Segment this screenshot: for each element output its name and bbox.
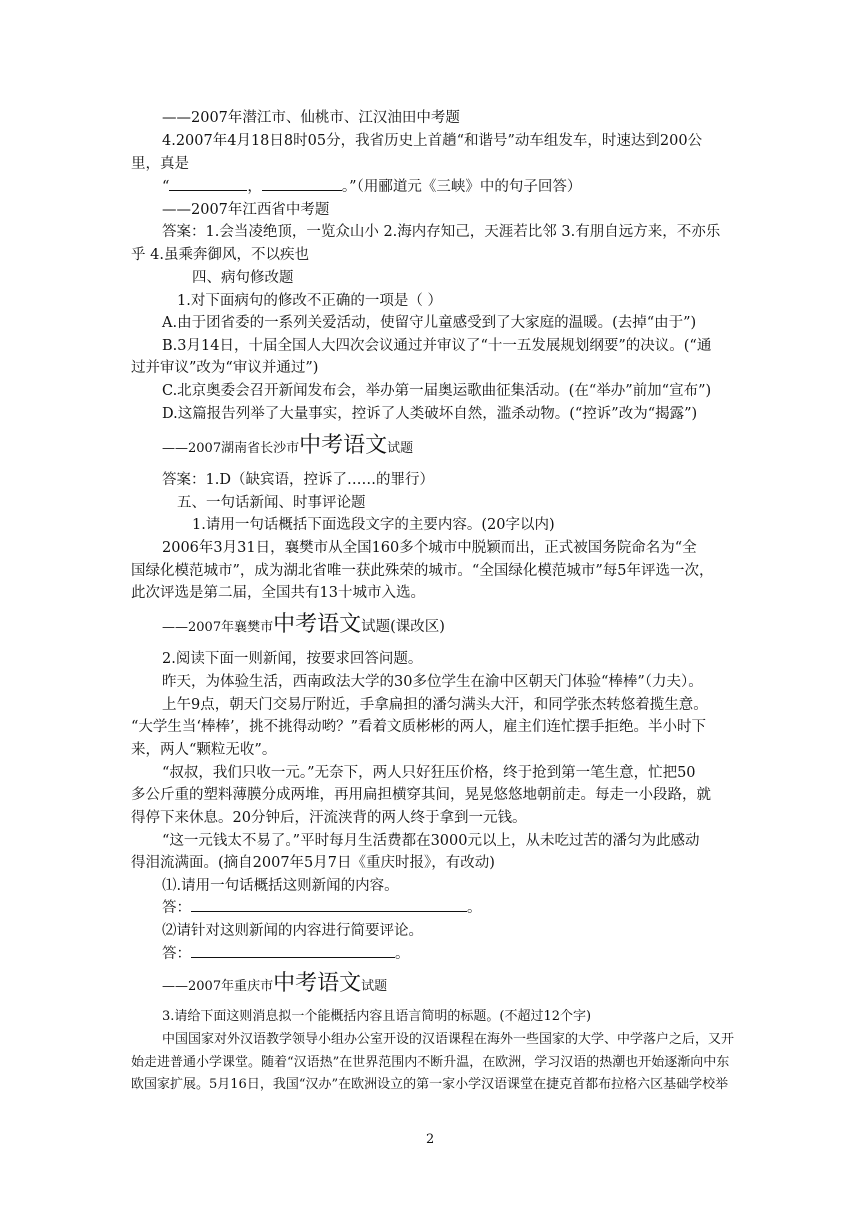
source-suffix: 试题 — [387, 441, 414, 456]
answer-line-1: 答案：1.会当凌绝顶，一览众山小 2.海内存知己，天涯若比邻 3.有朋自远方来，不亦乐 — [162, 224, 721, 240]
option-b-cont: 过并审议”改为“审议并通过”) — [131, 360, 319, 376]
message-para-2: 始走进普通小学课堂。随着“汉语热”在世界范围内不断升温，在欧洲，学习汉语的热潮也开始逐渐向中东 — [131, 1055, 730, 1070]
passage-xiangfan-3: 此次评选是第二届，全国共有13十城市入选。 — [131, 585, 425, 601]
news-para-1: 昨天，为体验生活，西南政法大学的30多位学生在渝中区朝天门体验“棒棒”（力夫）。 — [162, 674, 703, 690]
answer-blank — [191, 945, 395, 958]
subquestion-2: ⑵请针对这则新闻的内容进行简要评论。 — [162, 923, 423, 939]
page-number: 2 — [426, 1132, 435, 1147]
source-title-large: 中考语文 — [299, 433, 388, 458]
answer-blank — [191, 899, 467, 912]
source-suffix: 试题 — [361, 979, 388, 994]
question-5-3: 3.请给下面这则消息拟一个能概括内容且语言简明的标题。(不超过12个字) — [162, 1009, 592, 1024]
source-line-xiangfan — [162, 612, 445, 637]
question-4-text: 4.2007年4月18日8时05分，我省历史上首趟“和谐号”动车组发车，时速达到200公 — [162, 133, 703, 149]
source-line-qianjiang: ——2007年潜江市、仙桃市、江汉油田中考题 — [162, 110, 460, 126]
period: 。 — [395, 946, 410, 962]
message-para-1: 中国国家对外汉语教学领导小组办公室开设的汉语课程在海外一些国家的大学、中学落户之后，又开 — [162, 1032, 735, 1047]
question-4-text-cont: 里，真是 — [131, 156, 189, 172]
answer-label: 答： — [162, 900, 191, 916]
passage-xiangfan-2: 国绿化模范城市”，成为湖北省唯一获此殊荣的城市。“全国绿化模范城市”每5年评选一次， — [131, 563, 714, 579]
news-para-3: “叔叔，我们只收一元。”无奈下，两人只好狂压价格，终于抢到第一笔生意，忙把50 — [162, 765, 696, 781]
section-heading-5: 五、一句话新闻、时事评论题 — [177, 495, 366, 511]
answer-label: 答： — [162, 946, 191, 962]
period: 。 — [467, 900, 482, 916]
source-title-large: 中考语文 — [273, 612, 362, 637]
source-line-changsha — [162, 433, 414, 458]
source-title-large: 中考语文 — [273, 971, 362, 996]
quote-open: “ — [162, 179, 170, 195]
news-para-2-cont: “大学生当‘棒棒’，挑不挑得动哟？”看着文质彬彬的两人，雇主们连忙摆手拒绝。半小时下 — [131, 719, 707, 735]
answer-blank-2 — [262, 178, 342, 191]
answer-blank-line-2 — [162, 945, 410, 963]
news-para-2-end: 来，两人“颗粒无收”。 — [131, 742, 277, 758]
comma: ， — [247, 179, 262, 195]
question-sick-sentence: 1.对下面病句的修改不正确的一项是（ ） — [177, 293, 442, 309]
answer-blank-1 — [169, 178, 247, 191]
news-para-4: “这一元钱太不易了。”平时每月生活费都在3000元以上，从未吃过苦的潘匀为此感动 — [162, 833, 700, 849]
section-heading-4: 四、病句修改题 — [192, 270, 294, 286]
question-5-1: 1.请用一句话概括下面选段文字的主要内容。(20字以内) — [192, 517, 555, 533]
news-para-3-cont: 多公斤重的塑料薄膜分成两堆，再用扁担横穿其间，晃晃悠悠地朝前走。每走一小段路，就 — [131, 787, 711, 803]
answer-line-2: 答案：1.D（缺宾语，控诉了……的罪行） — [162, 472, 434, 488]
answer-line-1-cont: 乎 4.虽乘奔御风，不以疾也 — [131, 247, 309, 263]
option-a: A.由于团省委的一系列关爱活动，使留守儿童感受到了大家庭的温暖。(去掉“由于”) — [162, 315, 697, 331]
option-c: C.北京奥委会召开新闻发布会，举办第一届奥运歌曲征集活动。(在“举办”前加“宣布”) — [162, 383, 712, 399]
source-line-chongqing — [162, 971, 388, 996]
message-para-3: 欧国家扩展。5月16日，我国“汉办”在欧洲设立的第一家小学汉语课堂在捷克首都布拉格六区基础学校举 — [131, 1077, 729, 1092]
option-b: B.3月14日，十届全国人大四次会议通过并审议了“十一五发展规划纲要”的决议。(“通 — [162, 338, 712, 354]
source-prefix: ——2007湖南省长沙市 — [162, 441, 300, 456]
passage-xiangfan-1: 2006年3月31日，襄樊市从全国160多个城市中脱颖而出，正式被国务院命名为“全 — [162, 540, 697, 556]
news-para-3-end: 得停下来休息。20分钟后，汗流浃背的两人终于拿到一元钱。 — [131, 810, 527, 826]
source-prefix: ——2007年重庆市 — [162, 979, 274, 994]
source-line-jiangxi: ——2007年江西省中考题 — [162, 202, 330, 218]
quote-close-note: 。”（用郦道元《三峡》中的句子回答） — [341, 179, 582, 195]
question-5-2: 2.阅读下面一则新闻，按要求回答问题。 — [162, 651, 423, 667]
subquestion-1: ⑴.请用一句话概括这则新闻的内容。 — [162, 878, 399, 894]
source-suffix: 试题(课改区) — [361, 619, 445, 635]
option-d: D.这篇报告列举了大量事实，控诉了人类破坏自然，滥杀动物。(“控诉”改为“揭露”) — [162, 406, 698, 422]
news-para-2: 上午9点，朝天门交易厅附近，手拿扁担的潘匀满头大汗，和同学张杰转悠着揽生意。 — [162, 697, 708, 713]
source-prefix: ——2007年襄樊市 — [162, 620, 274, 635]
question-4-blanks — [162, 178, 581, 196]
answer-blank-line-1 — [162, 899, 482, 917]
news-para-4-end: 得泪流满面。(摘自2007年5月7日《重庆时报》，有改动) — [131, 855, 495, 871]
